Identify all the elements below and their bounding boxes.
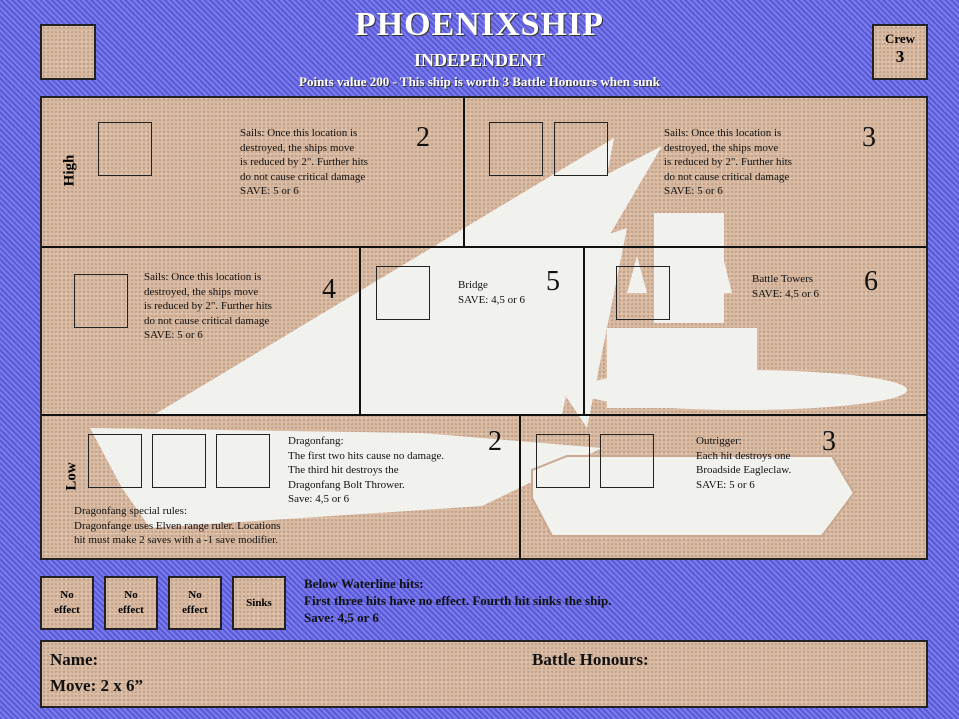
- battle-honours-label: Battle Honours:: [532, 650, 649, 669]
- column-divider: [519, 416, 521, 558]
- location-text: Dragonfang: The first two hits cause no damage. The third hit destroys the Dragonfang Bolt Thrower. Save: 4,5 or 6: [288, 435, 445, 505]
- location-text: Sails: Once this location is destroyed, the ships move is reduced by 2". Further hits do not cause critical damage SAVE: 5 or 6: [240, 127, 368, 197]
- crew-value: 3: [895, 47, 905, 66]
- waterline-rules: [304, 575, 611, 626]
- waterline-save: Save: 4,5 or 6: [304, 610, 379, 625]
- damage-checkbox[interactable]: [74, 274, 128, 328]
- location-number: 3: [822, 426, 836, 457]
- damage-checkbox[interactable]: [616, 266, 670, 320]
- damage-checkbox[interactable]: [600, 434, 654, 488]
- high-label: High: [61, 154, 78, 187]
- faction-label: INDEPENDENT: [413, 50, 546, 70]
- waterline-title: Below Waterline hits:: [304, 576, 424, 591]
- location-text: Battle Towers SAVE: 4,5 or 6: [752, 273, 820, 300]
- column-divider: [583, 248, 585, 416]
- location-number: 5: [546, 266, 560, 297]
- damage-checkbox[interactable]: [152, 434, 206, 488]
- points-value-line: Points value 200 - This ship is worth 3 Battle Honours when sunk: [299, 74, 660, 89]
- row-divider: [42, 246, 926, 248]
- ship-name: PHOENIXSHIP: [354, 6, 605, 43]
- special-rules-text: Dragonfang special rules: Dragonfange uses Elven range ruler. Locations hit must make 2 saves with a -1 save modifier.: [74, 505, 281, 546]
- damage-checkbox[interactable]: [554, 122, 608, 176]
- column-divider: [359, 248, 361, 416]
- low-label: Low: [63, 462, 80, 491]
- damage-checkbox[interactable]: [489, 122, 543, 176]
- location-number: 2: [416, 122, 430, 153]
- waterline-box-1[interactable]: No effect: [40, 576, 94, 630]
- waterline-box-3[interactable]: No effect: [168, 576, 222, 630]
- ship-record-footer: [40, 640, 928, 708]
- location-number: 4: [322, 274, 336, 305]
- waterline-box-sinks[interactable]: Sinks: [232, 576, 286, 630]
- emblem-box: [40, 24, 96, 80]
- name-label: Name:: [50, 650, 99, 669]
- waterline-rule: First three hits have no effect. Fourth hit sinks the ship.: [304, 593, 612, 608]
- damage-location-table: [40, 96, 928, 560]
- move-label: Move: 2 x 6”: [50, 676, 144, 695]
- location-text: Bridge SAVE: 4,5 or 6: [458, 279, 526, 306]
- damage-checkbox[interactable]: [376, 266, 430, 320]
- location-text: Outrigger: Each hit destroys one Broadside Eagleclaw. SAVE: 5 or 6: [696, 435, 792, 491]
- damage-checkbox[interactable]: [88, 434, 142, 488]
- waterline-box-2[interactable]: No effect: [104, 576, 158, 630]
- location-number: 6: [864, 266, 878, 297]
- row-divider: [42, 414, 926, 416]
- crew-box: [872, 24, 928, 80]
- damage-checkbox[interactable]: [536, 434, 590, 488]
- column-divider: [463, 98, 465, 248]
- crew-label: Crew: [884, 31, 916, 46]
- location-text: Sails: Once this location is destroyed, the ships move is reduced by 2". Further hits do not cause critical damage SAVE: 5 or 6: [664, 127, 792, 197]
- damage-checkbox[interactable]: [98, 122, 152, 176]
- location-text: Sails: Once this location is destroyed, the ships move is reduced by 2". Further hits do not cause critical damage SAVE: 5 or 6: [144, 271, 272, 341]
- location-number: 3: [862, 122, 876, 153]
- location-number: 2: [488, 426, 502, 457]
- damage-checkbox[interactable]: [216, 434, 270, 488]
- hull-shape: [577, 370, 907, 410]
